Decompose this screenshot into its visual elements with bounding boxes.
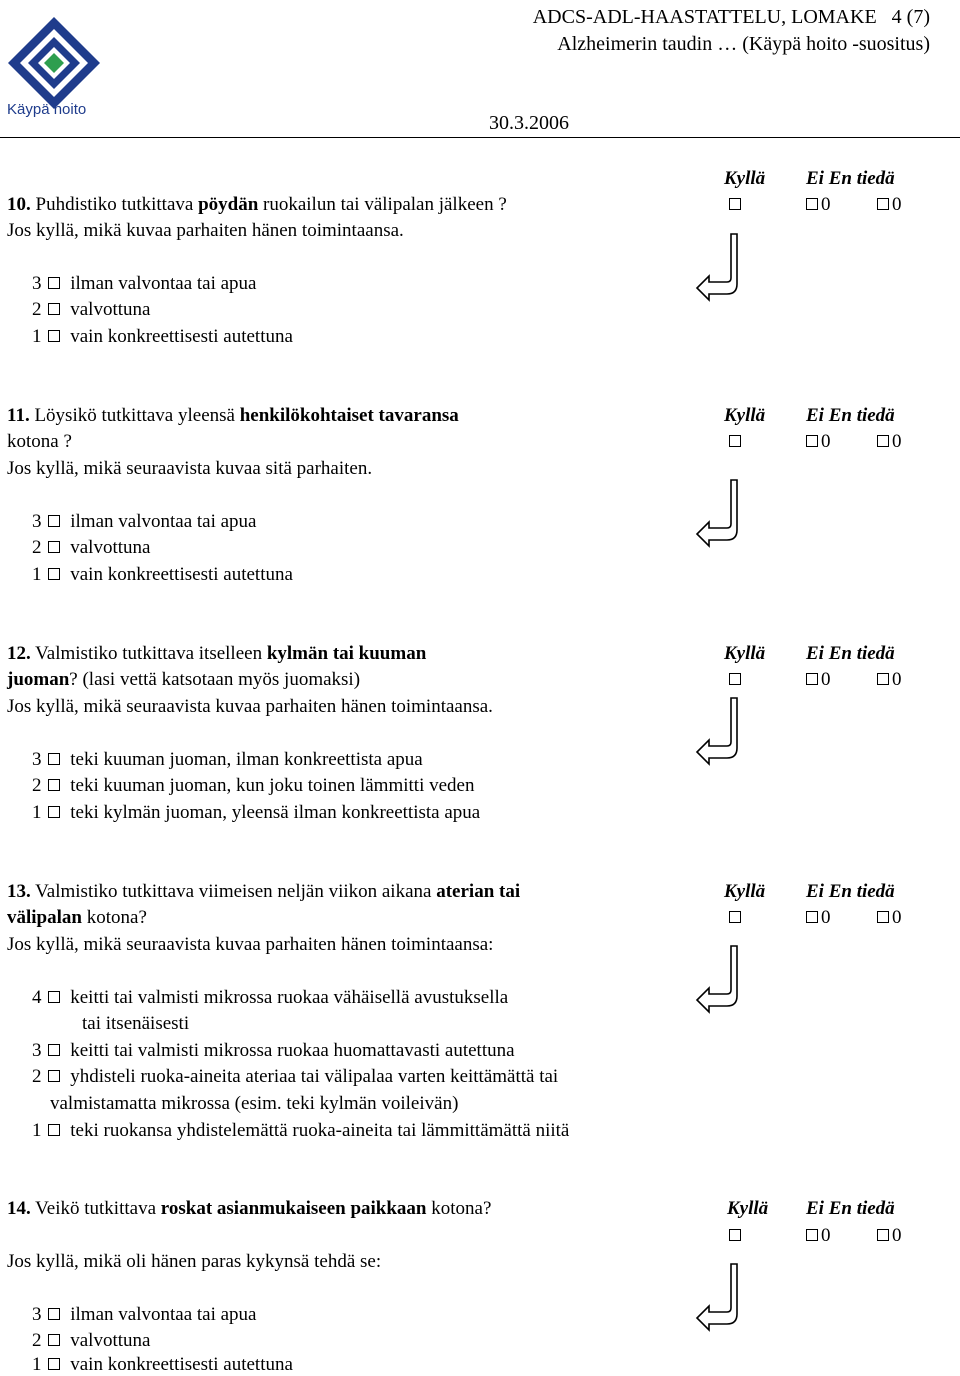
option-row[interactable]: 2 yhdisteli ruoka-aineita ateriaa tai välipalaa varten keittämättä tai xyxy=(32,1066,559,1087)
option-row[interactable]: 3 ilman valvontaa tai apua xyxy=(32,1304,257,1325)
no-checkbox[interactable]: 0 xyxy=(804,194,831,216)
question-text-cont: juoman? (lasi vettä katsotaan myös juomaksi) xyxy=(7,669,361,690)
answer-header: Ei En tiedä xyxy=(806,405,895,426)
question-text: 13. Valmistiko tutkittava viimeisen neljän viikon aikana aterian tai xyxy=(7,881,521,902)
option-row[interactable]: 3 teki kuuman juoman, ilman konkreettista apua xyxy=(32,749,423,770)
option-row[interactable]: 2 valvottuna xyxy=(32,1330,151,1351)
yes-checkbox[interactable] xyxy=(727,431,743,453)
option-row[interactable]: 1 vain konkreettisesti autettuna xyxy=(32,564,293,585)
no-checkbox[interactable]: 0 xyxy=(804,431,831,453)
document-title: ADCS-ADL-HAASTATTELU, LOMAKE xyxy=(532,6,877,28)
answer-header: Ei En tiedä xyxy=(806,168,895,189)
answer-header: Kyllä xyxy=(724,881,766,902)
bent-arrow-icon xyxy=(695,696,743,766)
followup-text: Jos kyllä, mikä seuraavista kuvaa sitä parhaiten. xyxy=(7,458,373,479)
option-row[interactable]: 2 valvottuna xyxy=(32,299,151,320)
answer-header: Kyllä xyxy=(727,1198,769,1219)
question-text-cont: kotona ? xyxy=(7,431,72,452)
no-checkbox[interactable]: 0 xyxy=(804,907,831,929)
dont-know-checkbox[interactable]: 0 xyxy=(875,669,902,691)
page-number: 4 (7) xyxy=(891,6,930,28)
followup-text: Jos kyllä, mikä kuvaa parhaiten hänen toimintaansa. xyxy=(7,220,404,241)
no-checkbox[interactable]: 0 xyxy=(804,1225,831,1247)
followup-text: Jos kyllä, mikä oli hänen paras kykynsä tehdä se: xyxy=(7,1251,382,1272)
yes-checkbox[interactable] xyxy=(727,194,743,216)
document-subtitle: Alzheimerin taudin … (Käypä hoito -suositus) xyxy=(557,33,930,55)
dont-know-checkbox[interactable]: 0 xyxy=(875,907,902,929)
option-row[interactable]: 1 vain konkreettisesti autettuna xyxy=(32,1354,293,1375)
dont-know-checkbox[interactable]: 0 xyxy=(875,1225,902,1247)
option-row[interactable]: 1 teki ruokansa yhdistelemättä ruoka-aineita tai lämmittämättä niitä xyxy=(32,1120,570,1141)
logo-text: Käypä hoito xyxy=(7,101,87,118)
answer-header: Ei En tiedä xyxy=(806,643,895,664)
yes-checkbox[interactable] xyxy=(727,669,743,691)
bent-arrow-icon xyxy=(695,1262,743,1332)
question-text-cont: välipalan kotona? xyxy=(7,907,147,928)
option-continuation: valmistamatta mikrossa (esim. teki kylmän voileivän) xyxy=(50,1093,459,1114)
option-row[interactable]: 3 ilman valvontaa tai apua xyxy=(32,273,257,294)
yes-checkbox[interactable] xyxy=(727,907,743,929)
dont-know-checkbox[interactable]: 0 xyxy=(875,194,902,216)
option-row[interactable]: 2 teki kuuman juoman, kun joku toinen lämmitti veden xyxy=(32,775,475,796)
option-row[interactable]: 4 keitti tai valmisti mikrossa ruokaa vähäisellä avustuksella xyxy=(32,987,509,1008)
option-row[interactable]: 3 ilman valvontaa tai apua xyxy=(32,511,257,532)
option-continuation: tai itsenäisesti xyxy=(82,1013,190,1034)
followup-text: Jos kyllä, mikä seuraavista kuvaa parhaiten hänen toimintaansa. xyxy=(7,696,493,717)
question-text: 14. Veikö tutkittava roskat asianmukaiseen paikkaan kotona? xyxy=(7,1198,492,1219)
yes-checkbox[interactable] xyxy=(727,1225,743,1247)
header-divider xyxy=(0,137,960,138)
document-date: 30.3.2006 xyxy=(489,112,569,134)
answer-header: Kyllä xyxy=(724,643,766,664)
bent-arrow-icon xyxy=(695,944,743,1014)
answer-header: Kyllä xyxy=(724,405,766,426)
answer-header: Ei En tiedä xyxy=(806,1198,895,1219)
question-text: 10. Puhdistiko tutkittava pöydän ruokailun tai välipalan jälkeen ? xyxy=(7,194,507,215)
dont-know-checkbox[interactable]: 0 xyxy=(875,431,902,453)
option-row[interactable]: 2 valvottuna xyxy=(32,537,151,558)
answer-header: Kyllä xyxy=(724,168,766,189)
bent-arrow-icon xyxy=(695,478,743,548)
bent-arrow-icon xyxy=(695,232,743,302)
no-checkbox[interactable]: 0 xyxy=(804,669,831,691)
document-title-line xyxy=(533,5,930,29)
question-text: 11. Löysikö tutkittava yleensä henkilökohtaiset tavaransa xyxy=(7,405,459,426)
option-row[interactable]: 1 teki kylmän juoman, yleensä ilman konkreettista apua xyxy=(32,802,481,823)
followup-text: Jos kyllä, mikä seuraavista kuvaa parhaiten hänen toimintaansa: xyxy=(7,934,494,955)
question-text: 12. Valmistiko tutkittava itselleen kylmän tai kuuman xyxy=(7,643,427,664)
answer-header: Ei En tiedä xyxy=(806,881,895,902)
option-row[interactable]: 3 keitti tai valmisti mikrossa ruokaa huomattavasti autettuna xyxy=(32,1040,515,1061)
option-row[interactable]: 1 vain konkreettisesti autettuna xyxy=(32,326,293,347)
